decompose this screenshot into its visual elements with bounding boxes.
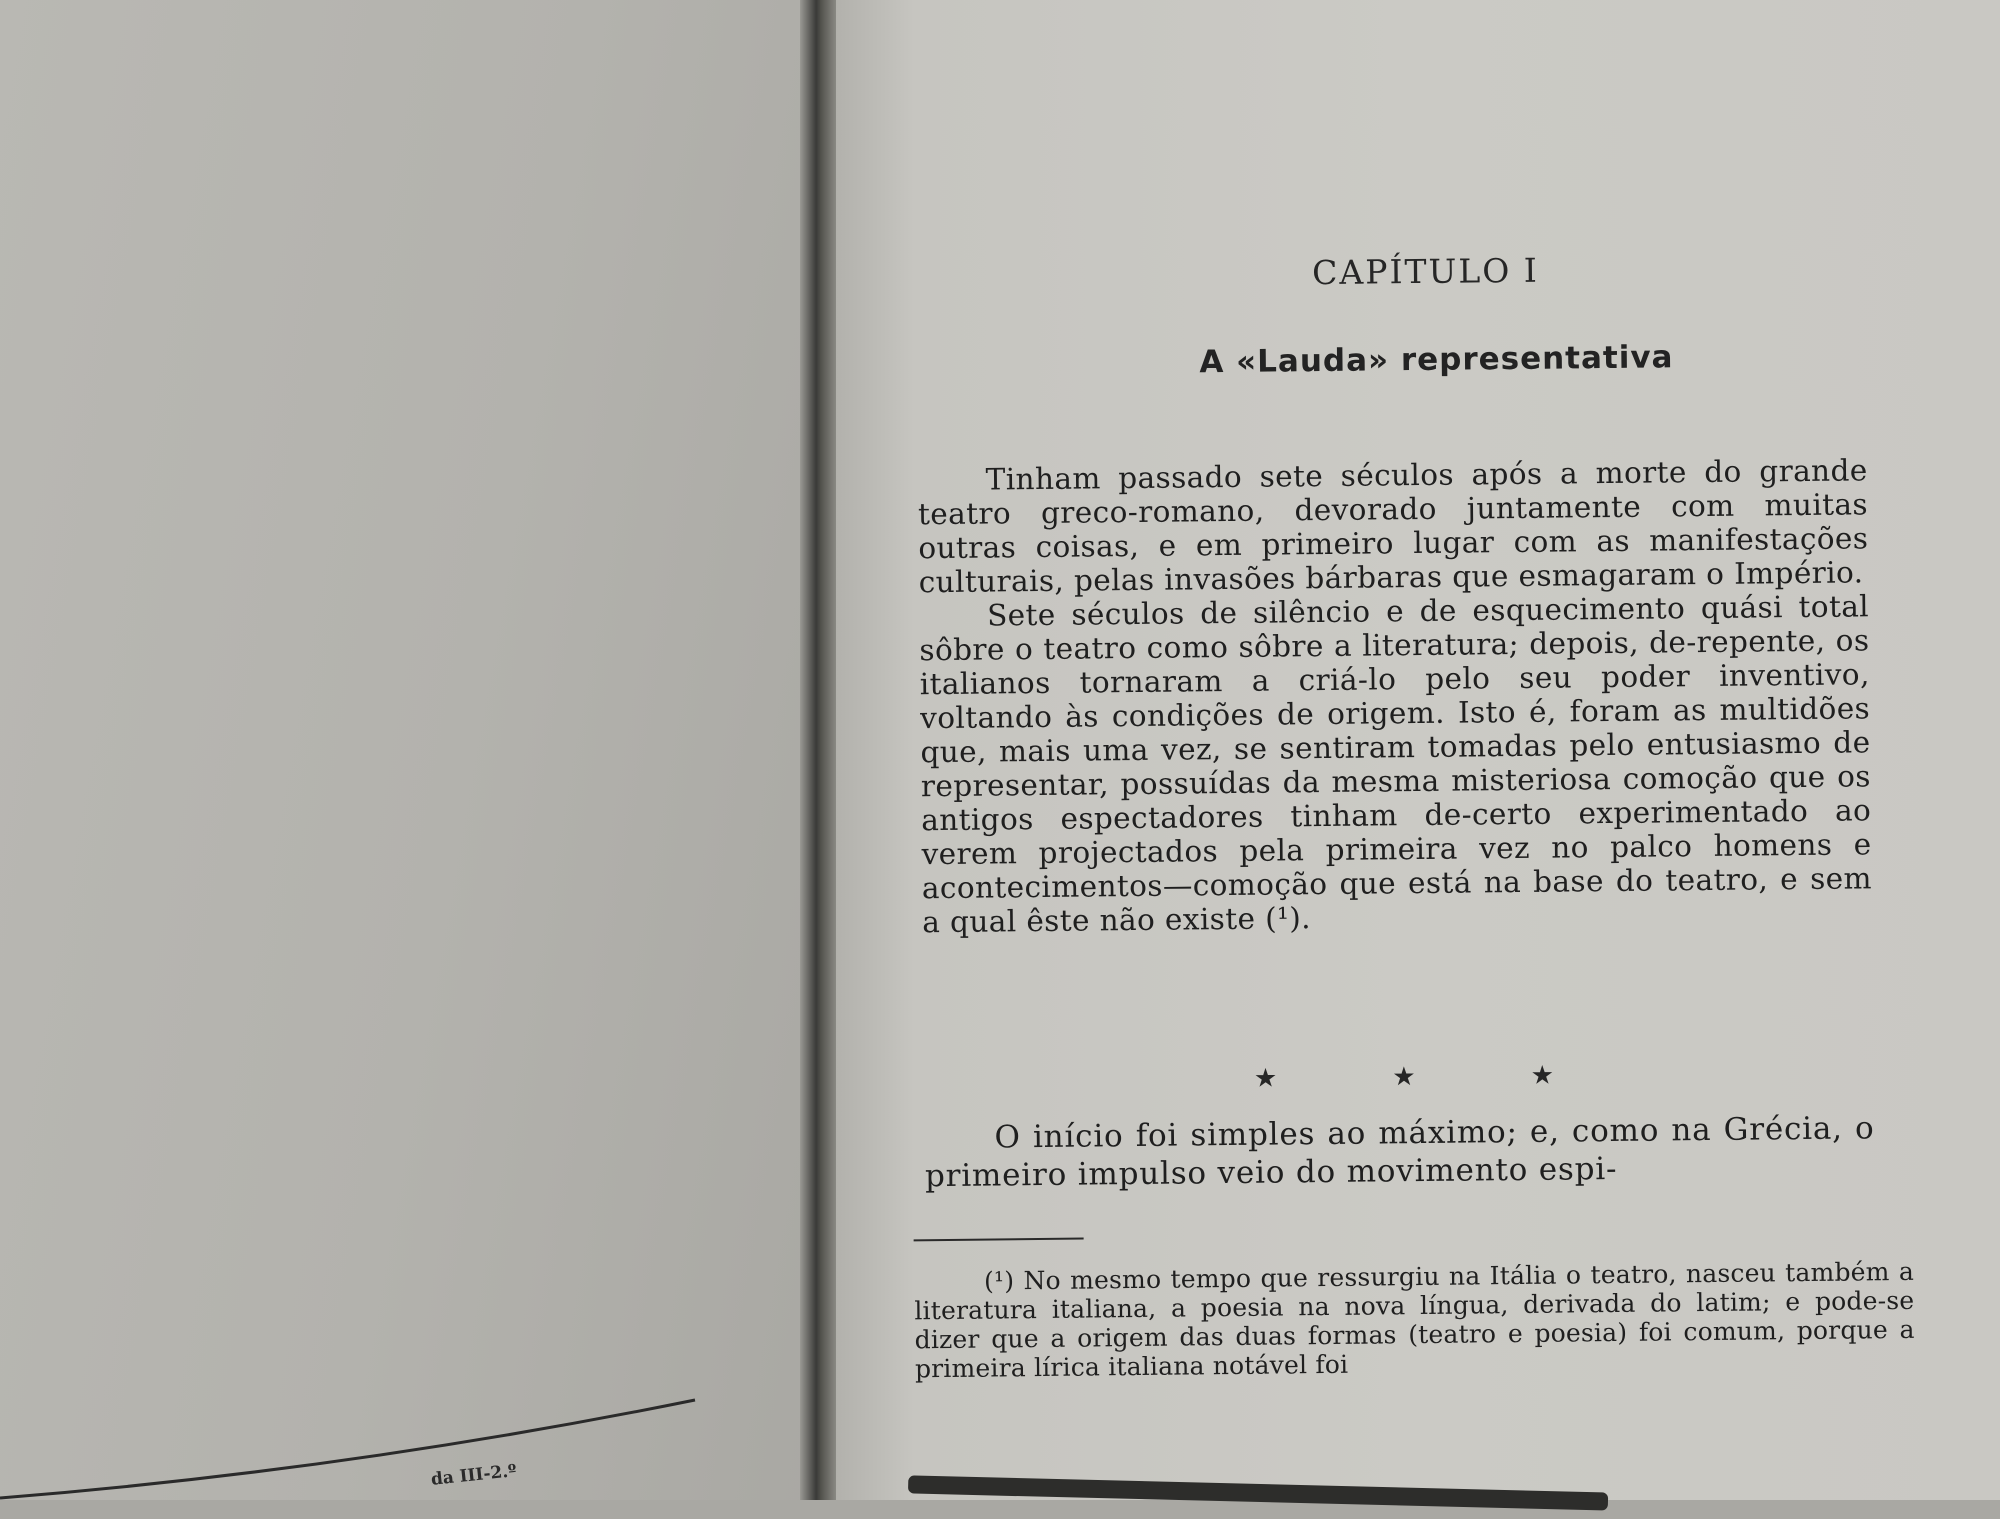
page-content: [813, 0, 2000, 1506]
signature-mark: da III-2.º: [430, 1461, 518, 1490]
body-text-continued: [924, 1109, 1875, 1195]
left-page: [0, 0, 820, 1500]
book-gutter: [800, 0, 836, 1500]
paragraph: O início foi simples ao máximo; e, como na Grécia, o primeiro impulso veio do movimento espi-: [924, 1110, 1875, 1195]
star-icon: ★: [1253, 1063, 1278, 1094]
page-edge-curve: [0, 1380, 700, 1500]
star-icon: ★: [1530, 1060, 1555, 1091]
page-bottom-edge: [908, 1475, 1608, 1510]
body-text: [917, 453, 1872, 939]
footnote: [914, 1257, 1915, 1383]
right-page: [820, 0, 2000, 1500]
paragraph: Tinham passado sete séculos após a morte do grande teatro greco-romano, devorado juntamente com muitas outras coisas, e em primeiro lugar com as manifestações culturais, pelas invasões bárbaras que esmagaram o Império.: [917, 453, 1869, 600]
chapter-heading: CAPÍTULO I: [1311, 250, 1540, 293]
footnote-text: (¹) No mesmo tempo que ressurgiu na Itália o teatro, nasceu também a literatura italiana, a poesia na nova língua, derivada do latim; e pode-se dizer que a origem das duas formas (teatro e poesia) foi comum, porque a primeira lírica italiana notável foi: [914, 1256, 1915, 1384]
paragraph: Sete séculos de silêncio e de esquecimento quási total sôbre o teatro como sôbre a literatura; depois, de-repente, os italianos tornaram a criá-lo pelo seu poder inventivo, voltando às condições de origem. Isto é, foram as multidões que, mais uma vez, se sentiram tomadas pelo entusiasmo de representar, possuídas da mesma misteriosa comoção que os antigos espectadores tinham de-certo experimentado ao verem projectados pela primeira vez no palco homens e acontecimentos—comoção que está na base do teatro, e sem a qual êste não existe (¹).: [919, 589, 1873, 940]
section-separator: [1254, 1061, 1554, 1094]
star-icon: ★: [1392, 1062, 1416, 1093]
chapter-title: A «Lauda» representativa: [1199, 339, 1674, 381]
footnote-rule: [914, 1238, 1084, 1242]
